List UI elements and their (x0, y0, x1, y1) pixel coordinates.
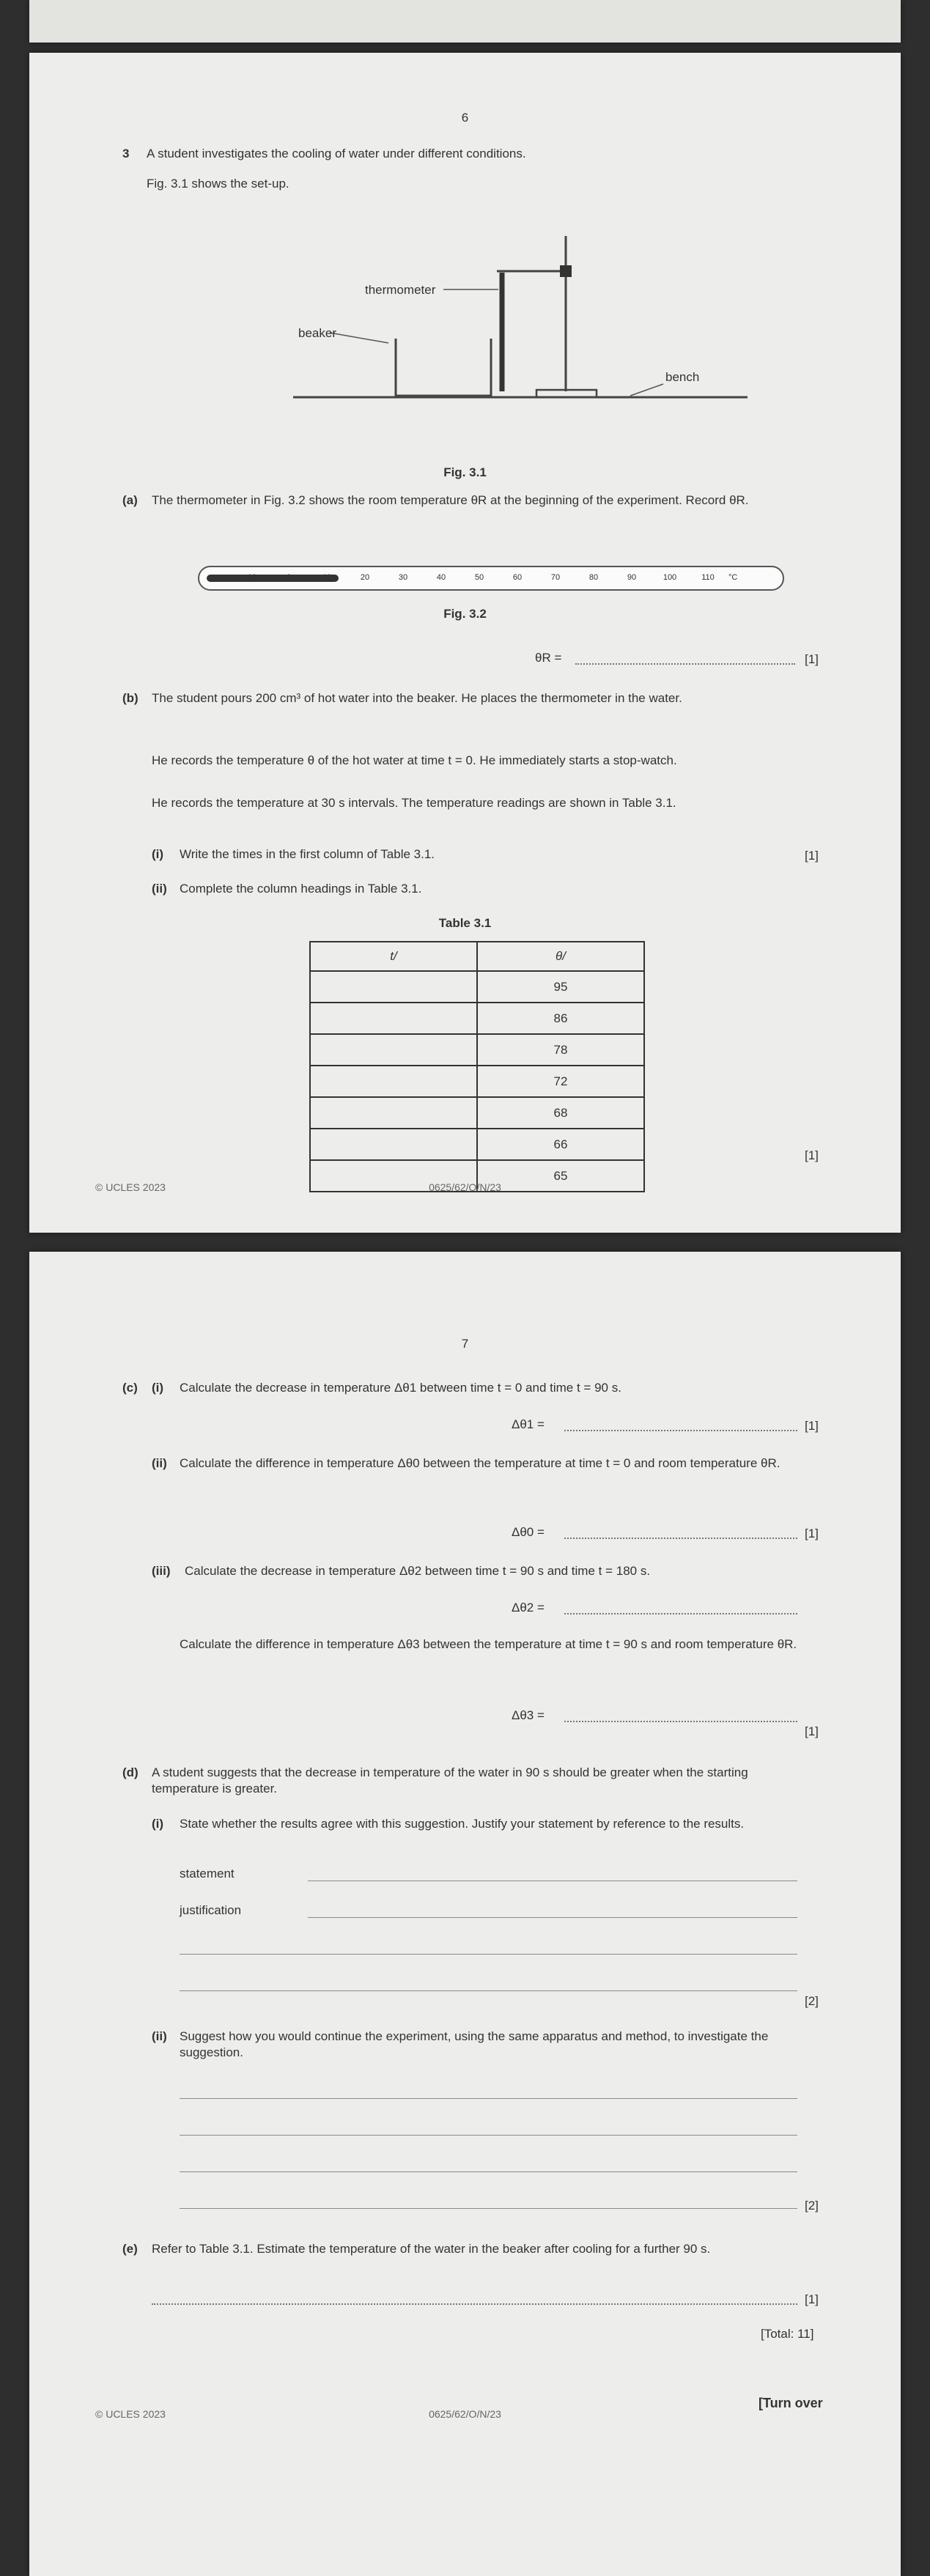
temperature-cell: 86 (477, 1003, 644, 1034)
footer-copyright: © UCLES 2023 (95, 1181, 166, 1193)
footer-paper-code: 0625/62/O/N/23 (429, 1181, 501, 1193)
results-table (309, 941, 645, 1192)
time-cell[interactable] (310, 1003, 477, 1034)
thermometer-label: thermometer (365, 283, 436, 297)
delta-theta-0-label: Δθ0 = (512, 1525, 545, 1539)
temperature-column-heading[interactable]: θ/ (477, 942, 644, 971)
mark-d-ii: [2] (805, 2199, 819, 2213)
part-b-text-2: He records the temperature θ of the hot water at time t = 0. He immediately starts a stop-watch. (152, 753, 677, 767)
scale-tick-label: -10 (245, 573, 257, 582)
mark-c-iii: [1] (805, 1724, 819, 1738)
delta-theta-3-field[interactable] (564, 1721, 797, 1722)
time-column-heading[interactable]: t/ (310, 942, 477, 971)
scale-tick-label: 30 (398, 573, 408, 582)
scale-tick-label: 50 (474, 573, 484, 582)
table-row (310, 971, 644, 1003)
question-number: 3 (122, 147, 130, 160)
mark-table: [1] (805, 1148, 819, 1162)
time-cell[interactable] (310, 971, 477, 1003)
part-d-i-num: (i) (152, 1817, 164, 1831)
part-c-iii-text: Calculate the decrease in temperature Δθ2 between time t = 90 s and time t = 180 s. (185, 1564, 651, 1578)
scale-tick-label: 0 (286, 573, 292, 582)
time-cell[interactable] (310, 1066, 477, 1097)
temperature-cell: 78 (477, 1034, 644, 1066)
turn-over-note: [Turn over (759, 2396, 823, 2410)
scale-tick-label: 20 (360, 573, 370, 582)
delta-theta-1-label: Δθ1 = (512, 1417, 545, 1431)
table-row (310, 1097, 644, 1129)
part-c-i-num: (i) (152, 1381, 164, 1395)
scale-tick-label: 90 (627, 573, 637, 582)
part-b-letter: (b) (122, 691, 139, 705)
suggestion-answer-line[interactable] (180, 2171, 797, 2172)
part-d-letter: (d) (122, 1765, 139, 1779)
delta-theta-2-label: Δθ2 = (512, 1601, 545, 1614)
part-d-text: A student suggests that the decrease in temperature of the water in 90 s should be greater when the starting temperature is greater. (152, 1765, 748, 1796)
time-cell[interactable] (310, 1129, 477, 1160)
mark-c-i: [1] (805, 1419, 819, 1433)
suggestion-answer-line[interactable] (180, 2135, 797, 2136)
footer-paper-code: 0625/62/O/N/23 (429, 2408, 501, 2420)
justification-answer-line[interactable] (180, 1990, 797, 1991)
scale-tick-label: 110 (701, 573, 715, 582)
scale-tick-label: 60 (512, 573, 523, 582)
temperature-cell: 66 (477, 1129, 644, 1160)
theta-r-answer-label: θR = (535, 651, 562, 665)
part-c-iii-text-2: Calculate the difference in temperature Δθ3 between the temperature at time t = 90 s and room temperature θR. (180, 1637, 797, 1651)
table-header-row (310, 942, 644, 971)
table-row (310, 1003, 644, 1034)
temperature-cell: 65 (477, 1160, 644, 1192)
part-e-answer-field[interactable] (152, 2303, 797, 2305)
part-c-ii-text: Calculate the difference in temperature Δθ0 between the temperature at time t = 0 and room temperature θR. (180, 1456, 780, 1470)
bench-leader (630, 384, 663, 396)
total-marks: [Total: 11] (761, 2327, 814, 2341)
delta-theta-3-label: Δθ3 = (512, 1708, 545, 1722)
delta-theta-2-field[interactable] (564, 1613, 797, 1614)
previous-page-edge (29, 0, 901, 43)
scale-tick-label: 40 (436, 573, 446, 582)
part-d-i-text: State whether the results agree with this suggestion. Justify your statement by reference to the results. (180, 1817, 745, 1831)
mark-b-i: [1] (805, 849, 819, 863)
suggestion-answer-line[interactable] (180, 2098, 797, 2099)
scale-tick-label: 80 (588, 573, 599, 582)
beaker-shape (396, 339, 491, 396)
part-c-iii-num: (iii) (152, 1564, 171, 1578)
part-c-ii-num: (ii) (152, 1456, 167, 1470)
temperature-cell: 95 (477, 971, 644, 1003)
part-a-letter: (a) (122, 493, 138, 507)
part-d-ii-text: Suggest how you would continue the experiment, using the same apparatus and method, to investigate the suggestion. (180, 2029, 769, 2059)
part-e-text: Refer to Table 3.1. Estimate the temperature of the water in the beaker after cooling for a further 90 s. (152, 2242, 711, 2256)
question-intro: A student investigates the cooling of water under different conditions. (147, 147, 526, 160)
scale-unit: °C (728, 573, 738, 582)
mark-e: [1] (805, 2292, 819, 2306)
figure-3-2-caption: Fig. 3.2 (443, 607, 487, 621)
justification-answer-line[interactable] (308, 1917, 797, 1918)
figure-3-1-caption: Fig. 3.1 (443, 465, 487, 479)
part-e-letter: (e) (122, 2242, 138, 2256)
statement-label: statement (180, 1867, 235, 1881)
theta-r-answer-field[interactable] (575, 663, 795, 665)
scale-tick-label: 70 (550, 573, 561, 582)
table-row (310, 1034, 644, 1066)
table-row (310, 1129, 644, 1160)
part-c-letter: (c) (122, 1381, 138, 1395)
mark-c-ii: [1] (805, 1527, 819, 1540)
part-b-text-1: The student pours 200 cm³ of hot water into the beaker. He places the thermometer in the water. (152, 691, 682, 705)
page-number: 6 (461, 111, 469, 125)
footer-copyright: © UCLES 2023 (95, 2408, 166, 2420)
bench-label: bench (665, 370, 700, 384)
clamp-boss (560, 265, 572, 277)
figure-reference: Fig. 3.1 shows the set-up. (147, 177, 289, 191)
beaker-label: beaker (298, 326, 336, 340)
exam-page-6 (29, 53, 901, 1233)
scale-labels (199, 573, 783, 586)
delta-theta-1-field[interactable] (564, 1430, 797, 1431)
justification-label: justification (180, 1903, 242, 1917)
page-number: 7 (461, 1337, 469, 1351)
part-b-i-text: Write the times in the first column of Table 3.1. (180, 847, 435, 861)
suggestion-answer-line[interactable] (180, 2208, 797, 2209)
temperature-cell: 72 (477, 1066, 644, 1097)
mark-d-i: [2] (805, 1994, 819, 2008)
part-b-ii-text: Complete the column headings in Table 3.1. (180, 882, 422, 896)
scale-tick-label: 100 (663, 573, 677, 582)
part-a-text: The thermometer in Fig. 3.2 shows the room temperature θR at the beginning of the experiment. Record θR. (152, 493, 749, 507)
thermometer-scale (198, 566, 784, 591)
mark-a: [1] (805, 652, 819, 666)
temperature-cell: 68 (477, 1097, 644, 1129)
scale-tick-label: 10 (322, 573, 332, 582)
table-row (310, 1066, 644, 1097)
justification-answer-line[interactable] (180, 1954, 797, 1955)
part-b-text-3: He records the temperature at 30 s intervals. The temperature readings are shown in Table 3.1. (152, 796, 676, 810)
part-b-i-num: (i) (152, 847, 164, 861)
delta-theta-0-field[interactable] (564, 1538, 797, 1539)
part-d-ii-num: (ii) (152, 2029, 167, 2043)
part-b-ii-num: (ii) (152, 882, 167, 896)
time-cell[interactable] (310, 1034, 477, 1066)
setup-diagram (264, 214, 777, 463)
exam-page-7 (29, 1252, 901, 2576)
time-cell[interactable] (310, 1097, 477, 1129)
table-title: Table 3.1 (438, 916, 492, 930)
beaker-leader (330, 333, 388, 343)
part-c-i-text: Calculate the decrease in temperature Δθ1 between time t = 0 and time t = 90 s. (180, 1381, 621, 1395)
